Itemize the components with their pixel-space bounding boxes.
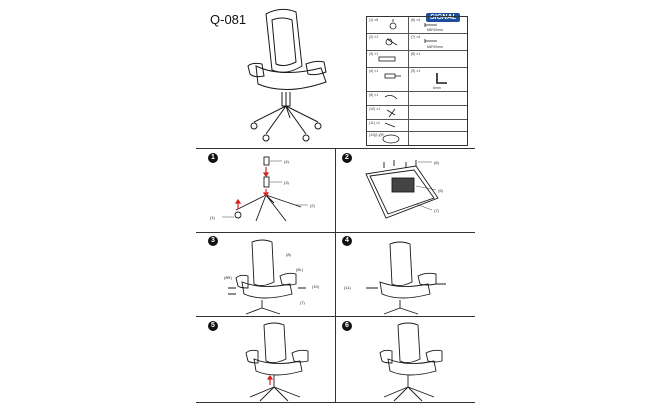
part-tag: (4) ×1 bbox=[369, 69, 379, 73]
chair-overview-drawing bbox=[236, 6, 356, 146]
part-tag: (11) ×1 bbox=[369, 121, 380, 125]
part-tag: (3) ×1 bbox=[369, 52, 379, 56]
step-1-label: (3) bbox=[284, 180, 289, 185]
step-number-4: 4 bbox=[342, 236, 352, 246]
step-2-label: (5) bbox=[438, 188, 443, 193]
part-note: 6mm bbox=[433, 86, 441, 90]
part-tag: (7) ×4 bbox=[411, 35, 421, 39]
part-tag: (5) ×1 bbox=[369, 93, 379, 97]
step-1-label: (1) bbox=[210, 215, 215, 220]
part-tag: (12)(L)(R) bbox=[369, 133, 385, 137]
step-2-label: (7) bbox=[434, 208, 439, 213]
step-4-label: (11) bbox=[344, 285, 351, 290]
part-tag: (10) ×1 bbox=[369, 107, 381, 111]
part-note: M8*20mm bbox=[427, 28, 443, 32]
step-3-label: (10) bbox=[312, 284, 320, 289]
step-number-6: 6 bbox=[342, 321, 352, 331]
part-tag: (6) ×4 bbox=[411, 18, 421, 22]
part-note: M8*20mm bbox=[427, 45, 443, 49]
instruction-sheet bbox=[196, 0, 475, 408]
step-3-label: (8R) bbox=[224, 275, 232, 280]
step-5-drawing bbox=[240, 323, 320, 403]
part-tag: (1) ×5 bbox=[369, 18, 379, 22]
step-3-label: (7) bbox=[300, 300, 305, 305]
step-1-drawing bbox=[216, 155, 326, 230]
parts-pictograms bbox=[367, 17, 469, 147]
model-number: Q-081 bbox=[210, 12, 247, 27]
step-3-label: (8) bbox=[286, 252, 291, 257]
step-number-1: 1 bbox=[208, 153, 218, 163]
step-number-2: 2 bbox=[342, 153, 352, 163]
step-1-label: (4) bbox=[284, 159, 289, 164]
step-2-drawing bbox=[346, 158, 456, 230]
part-tag: (9) ×1 bbox=[411, 69, 421, 73]
parts-list-table bbox=[366, 16, 468, 146]
brand-logo: SIGNAL bbox=[426, 6, 460, 24]
column-divider bbox=[335, 148, 336, 402]
step-6-drawing bbox=[376, 323, 456, 403]
part-tag: (8) ×1 bbox=[411, 52, 421, 56]
step-4-drawing bbox=[366, 240, 466, 316]
step-3-drawing bbox=[226, 238, 326, 316]
step-number-3: 3 bbox=[208, 236, 218, 246]
part-tag: (2) ×1 bbox=[369, 35, 379, 39]
step-3-label: (8L) bbox=[296, 267, 304, 272]
step-number-5: 5 bbox=[208, 321, 218, 331]
step-2-label: (6) bbox=[434, 160, 439, 165]
step-1-label: (2) bbox=[310, 203, 315, 208]
